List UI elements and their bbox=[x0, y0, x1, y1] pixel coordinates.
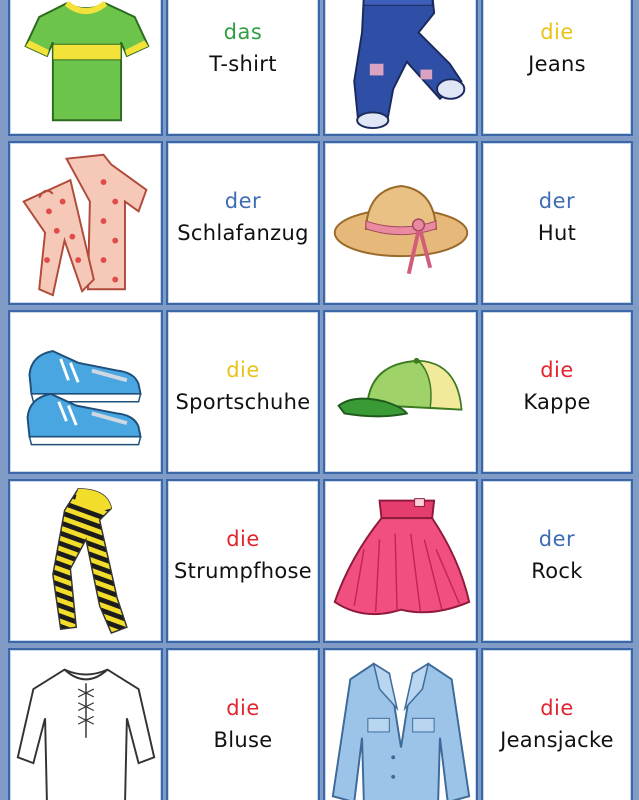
noun-label: T-shirt bbox=[209, 52, 277, 76]
image-cell-blouse bbox=[8, 648, 163, 800]
image-cell-t-shirt bbox=[8, 0, 163, 136]
word-card-sportschuhe bbox=[166, 310, 320, 474]
article-label: die bbox=[540, 20, 574, 44]
image-cell-denim-jacket bbox=[323, 648, 478, 800]
noun-label: Strumpfhose bbox=[173, 559, 312, 583]
article-label: die bbox=[226, 527, 260, 551]
image-cell-skirt bbox=[323, 479, 478, 643]
word-card-jeans bbox=[481, 0, 633, 136]
image-cell-cap bbox=[323, 310, 478, 474]
article-label: der bbox=[224, 189, 262, 213]
noun-label: Sportschuhe bbox=[175, 390, 311, 414]
word-card-strumpfhose bbox=[166, 479, 320, 643]
noun-label: Jeansjacke bbox=[500, 728, 614, 752]
article-label: das bbox=[223, 20, 263, 44]
row-4 bbox=[0, 479, 639, 647]
word-card-t-shirt bbox=[166, 0, 320, 136]
word-card-hut bbox=[481, 141, 633, 305]
word-card-rock bbox=[481, 479, 633, 643]
word-card-jeansjacke bbox=[481, 648, 633, 800]
image-cell-jeans bbox=[323, 0, 478, 136]
article-label: die bbox=[540, 358, 574, 382]
row-3 bbox=[0, 310, 639, 478]
article-label: die bbox=[226, 696, 260, 720]
jeans-image bbox=[325, 0, 476, 134]
image-cell-pajamas bbox=[8, 141, 163, 305]
noun-label: Schlafanzug bbox=[177, 221, 309, 245]
image-cell-sneakers bbox=[8, 310, 163, 474]
noun-label: Jeans bbox=[528, 52, 586, 76]
denim-jacket-image bbox=[325, 650, 476, 800]
article-label: die bbox=[226, 358, 260, 382]
image-cell-hat bbox=[323, 141, 478, 305]
row-5 bbox=[0, 648, 639, 800]
noun-label: Hut bbox=[537, 221, 577, 245]
noun-label: Kappe bbox=[523, 390, 591, 414]
sneakers-image bbox=[10, 312, 161, 472]
word-card-kappe bbox=[481, 310, 633, 474]
word-card-bluse bbox=[166, 648, 320, 800]
article-label: die bbox=[540, 696, 574, 720]
tights-image bbox=[10, 481, 161, 641]
article-label: der bbox=[538, 527, 576, 551]
noun-label: Rock bbox=[531, 559, 583, 583]
article-label: der bbox=[538, 189, 576, 213]
t-shirt-image bbox=[10, 0, 161, 134]
cap-image bbox=[325, 312, 476, 472]
pajamas-image bbox=[10, 143, 161, 303]
row-2 bbox=[0, 141, 639, 309]
skirt-image bbox=[325, 481, 476, 641]
word-card-schlafanzug bbox=[166, 141, 320, 305]
noun-label: Bluse bbox=[213, 728, 273, 752]
blouse-image bbox=[10, 650, 161, 800]
hat-image bbox=[325, 143, 476, 303]
row-1 bbox=[0, 0, 639, 140]
image-cell-tights bbox=[8, 479, 163, 643]
